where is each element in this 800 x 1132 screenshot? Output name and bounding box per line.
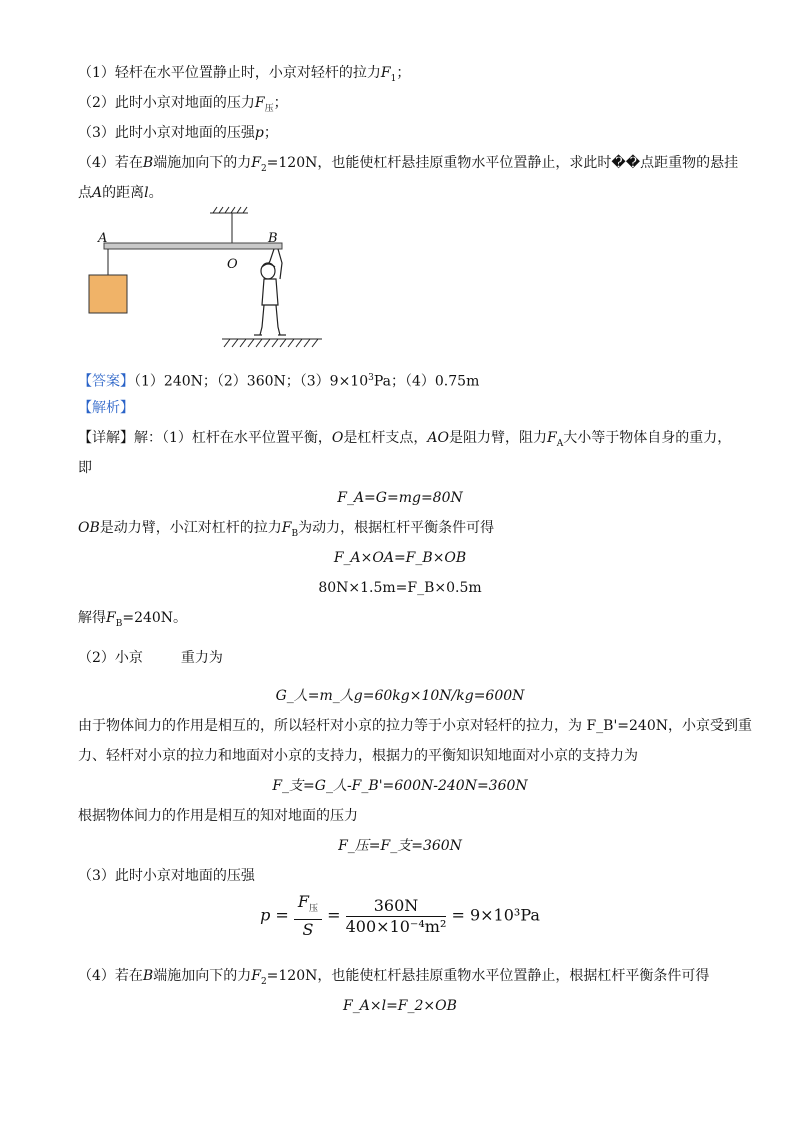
point-o-symbol: O xyxy=(331,430,344,446)
detail-text: 根据物体间力的作用是相互的知对地面的压力 xyxy=(78,808,358,824)
force-subscript: 2 xyxy=(260,976,267,987)
force-symbol: F xyxy=(106,610,116,626)
equation-3 xyxy=(0,578,800,598)
equation-1 xyxy=(0,488,800,508)
point-b-symbol: B xyxy=(142,155,154,171)
lever-bar xyxy=(104,243,282,249)
equation-text: F_A×OA=F_B×OB xyxy=(333,550,467,566)
fraction-values xyxy=(346,896,447,937)
detail-p2 xyxy=(78,518,494,544)
equation-7: p = $\frac{F_压}{S}$ = $\frac{360N}{\text{400×10⁻⁴m²}}$ = 9×10³Pa xyxy=(260,892,540,940)
answer-text: （1）240N；（2）360N；（3）9×10 xyxy=(134,373,369,390)
pressure-symbol: p xyxy=(260,905,271,925)
equation-text: F_A×l=F_2×OB xyxy=(343,998,457,1014)
question-4-text: 的距离 xyxy=(102,185,145,201)
detail-text: 解得 xyxy=(78,610,106,626)
equation-8 xyxy=(0,996,800,1016)
weight-box xyxy=(89,275,127,313)
detail-text: 力、轻杆对小京的拉力和地面对小京的支持力，根据力的平衡知识知地面对小京的支持力为 xyxy=(78,748,638,764)
question-2 xyxy=(78,93,288,119)
ground-hatch xyxy=(222,339,322,347)
point-a-symbol: A xyxy=(92,185,103,201)
detail-p6 xyxy=(78,806,358,826)
ob-symbol: OB xyxy=(78,520,100,536)
question-1-end: ； xyxy=(396,65,411,81)
force-subscript: 1 xyxy=(390,73,397,84)
equation-text: 80N×1.5m=F_B×0.5m xyxy=(318,580,482,596)
detail-p1 xyxy=(78,428,731,454)
answer-tag: 【答案】 xyxy=(78,373,134,390)
person-figure xyxy=(254,249,286,335)
question-3 xyxy=(78,123,278,143)
ceiling-hatch xyxy=(210,207,248,213)
question-3-end: ； xyxy=(263,125,278,141)
detail-text: 大小等于物体自身的重力， xyxy=(563,430,732,446)
equation-text: F_支=G_人-F_B'=600N-240N=360N xyxy=(272,778,528,794)
force-symbol: F xyxy=(254,95,265,111)
detail-p3 xyxy=(78,608,187,634)
equation-4 xyxy=(0,686,800,706)
detail-text: 是阻力臂，阻力 xyxy=(448,430,547,446)
fraction-fs: $\frac{F_压}{S}$ xyxy=(294,892,322,940)
lever-figure xyxy=(88,205,328,355)
detail-text: 由于物体间力的作用是相互的，所以轻杆对小京的拉力等于小京对轻杆的拉力，为 F_B'=240N，小京受到重 xyxy=(78,718,753,734)
detail-p8 xyxy=(78,966,709,992)
equation-result: = 9×10³Pa xyxy=(451,905,540,925)
detail-text: （2）小京 xyxy=(78,650,143,666)
label-o: O xyxy=(227,257,238,272)
force-symbol: F xyxy=(380,65,391,81)
force-subscript: A xyxy=(556,438,564,449)
force-symbol: F xyxy=(546,430,557,446)
question-4-line-2 xyxy=(78,183,163,203)
point-b-symbol: B xyxy=(142,968,154,984)
equation-text: F_A=G=mg=80N xyxy=(337,490,463,506)
force-subscript: B xyxy=(115,618,123,629)
force-subscript: B xyxy=(291,528,299,539)
detail-text: 是动力臂，小江对杠杆的拉力 xyxy=(99,520,282,536)
question-1 xyxy=(78,63,410,89)
force-symbol: F xyxy=(251,155,261,171)
detail-text: =240N。 xyxy=(122,610,188,626)
force-symbol: F xyxy=(281,520,292,536)
detail-p5-line-2 xyxy=(78,746,638,766)
detail-p1-line-2 xyxy=(78,458,92,478)
question-4 xyxy=(78,153,738,179)
lever-diagram xyxy=(88,205,328,359)
equation-5 xyxy=(0,776,800,796)
question-4-text: （4）若在 xyxy=(78,155,143,171)
analysis-tag: 【解析】 xyxy=(78,400,134,416)
distance-symbol: l xyxy=(144,185,149,201)
detail-p7 xyxy=(78,866,255,886)
equation-text: G_人=m_人g=60kg×10N/kg=600N xyxy=(275,688,525,704)
label-b: B xyxy=(268,231,278,246)
detail-p5 xyxy=(78,716,752,736)
detail-text: 【详解】解：（1）杠杆在水平位置平衡， xyxy=(78,430,332,446)
detail-p4 xyxy=(78,648,223,668)
detail-text: 为动力，根据杠杆平衡条件可得 xyxy=(298,520,495,536)
label-a: A xyxy=(98,231,108,246)
pressure-symbol: p xyxy=(254,125,264,141)
detail-text: 即 xyxy=(78,460,92,476)
detail-text: （4）若在 xyxy=(78,968,143,984)
force-symbol: F xyxy=(251,968,261,984)
detail-text: 端施加向下的力 xyxy=(153,968,252,984)
detail-text: 重力为 xyxy=(180,650,223,666)
answer-line xyxy=(78,368,479,392)
equation-6 xyxy=(0,836,800,856)
question-3-text: （3）此时小京对地面的压强 xyxy=(78,125,255,141)
force-subscript: 2 xyxy=(260,163,267,174)
fraction-numerator: 360N xyxy=(346,896,447,917)
fraction-denominator: 400×10⁻⁴m² xyxy=(345,916,447,936)
question-2-end: ； xyxy=(273,95,288,111)
question-4-text: =120N，也能使杠杆悬挂原重物水平位置静止，求此时��点距重物的悬挂 xyxy=(266,155,739,171)
answer-exponent: 3 xyxy=(368,373,374,383)
detail-text: （3）此时小京对地面的压强 xyxy=(78,868,255,884)
question-4-text: 端施加向下的力 xyxy=(153,155,252,171)
detail-text: =120N，也能使杠杆悬挂原重物水平位置静止，根据杠杆平衡条件可得 xyxy=(266,968,710,984)
question-4-text: 。 xyxy=(148,185,163,201)
answer-text-end: Pa；（4）0.75m xyxy=(373,373,480,390)
ao-symbol: AO xyxy=(427,430,449,446)
equation-2 xyxy=(0,548,800,568)
equation-text: F_压=F_支=360N xyxy=(338,838,462,854)
force-subscript: 压 xyxy=(264,103,274,114)
question-2-text: （2）此时小京对地面的压力 xyxy=(78,95,255,111)
question-1-text: （1）轻杆在水平位置静止时，小京对轻杆的拉力 xyxy=(78,65,381,81)
question-4-text: 点 xyxy=(78,185,92,201)
detail-text: 是杠杆支点， xyxy=(343,430,428,446)
analysis-line xyxy=(78,398,134,418)
